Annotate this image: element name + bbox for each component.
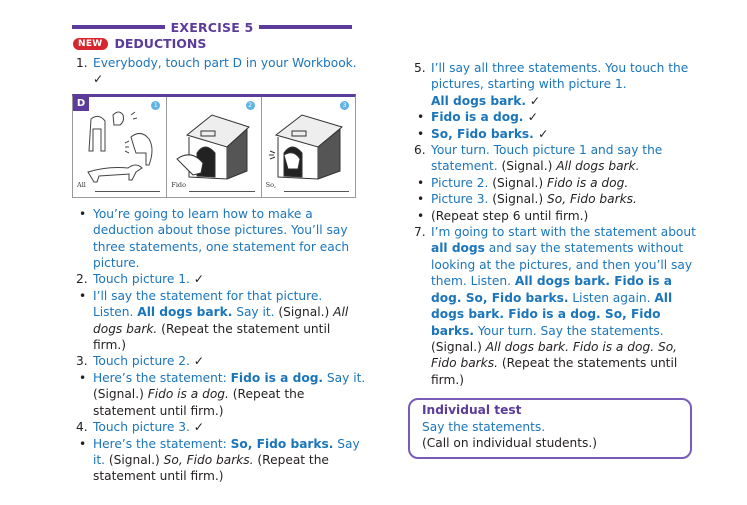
step-text: I’ll say all three statements. You touch the pictures, starting with picture 1. xyxy=(431,61,689,92)
check-icon: ✓ xyxy=(93,72,104,87)
response-text: All dogs bark. Fido is a dog. So, Fido barks. xyxy=(431,339,678,371)
picture-number: 2 xyxy=(246,101,255,110)
bullet-icon: • xyxy=(417,175,425,190)
answer-line xyxy=(189,191,254,192)
exercise-header xyxy=(72,19,352,35)
left-column xyxy=(76,55,366,485)
picture-number: 3 xyxy=(340,101,349,110)
picture-panel-2[interactable] xyxy=(167,97,261,197)
response-text: So, Fido barks. xyxy=(163,452,254,467)
instruction-text: (Repeat the statement until firm.) xyxy=(93,452,329,484)
statement-bold: All dogs bark. xyxy=(431,93,527,108)
bullet-step-3 xyxy=(76,370,366,419)
header-rule-right xyxy=(259,25,352,29)
individual-test-box xyxy=(408,398,692,459)
signal-text: (Signal.) xyxy=(274,305,334,320)
test-instruction: Say the statements. xyxy=(422,419,546,434)
step-3 xyxy=(76,353,366,369)
bullet-step-6b xyxy=(414,191,704,207)
bullet-step-5a xyxy=(414,109,704,125)
right-column xyxy=(414,60,704,459)
script-text: Picture 3. xyxy=(431,192,489,207)
bullet-icon: • xyxy=(417,110,425,125)
bullet-step-6c xyxy=(414,208,704,224)
check-icon: ✓ xyxy=(529,93,541,108)
test-note: (Call on individual students.) xyxy=(422,435,598,450)
bullet-icon: • xyxy=(79,370,87,385)
header-rule-left xyxy=(72,25,165,29)
step-text: Your turn. Touch picture 1 and say the statement. xyxy=(431,143,663,174)
statement-bold: All dogs bark. Fido is a dog. So, Fido barks. xyxy=(431,290,673,338)
statement-bold: All dogs bark. Fido is a dog. So, Fido barks. xyxy=(431,274,672,305)
bullet-icon: • xyxy=(79,288,87,303)
step-text: Touch picture 1. xyxy=(93,272,190,287)
picture-caption: So, xyxy=(265,181,277,190)
answer-line xyxy=(95,191,160,192)
bullet-icon: • xyxy=(417,208,425,223)
script-text: I’ll say the statement for that picture. Listen. xyxy=(93,288,323,320)
script-text: Listen again. xyxy=(568,290,655,305)
instruction-text: (Repeat the statement until firm.) xyxy=(93,387,305,418)
new-badge: NEW xyxy=(73,38,108,50)
step-5 xyxy=(414,60,704,109)
instruction-text: (Repeat the statements until firm.) xyxy=(431,356,678,387)
signal-text: (Signal.) xyxy=(431,339,486,354)
response-text: All dogs bark. xyxy=(93,305,349,336)
picture-caption: All xyxy=(77,181,86,190)
response-text: So, Fido barks. xyxy=(547,192,637,207)
check-icon: ✓ xyxy=(193,354,205,369)
bullet-step-5b xyxy=(414,126,704,142)
step-number: 3. xyxy=(76,354,88,369)
response-text: Fido is a dog. xyxy=(547,175,629,190)
step-7 xyxy=(414,224,704,388)
bullet-step-2 xyxy=(76,288,366,354)
workbook-figure xyxy=(72,94,356,198)
instruction-text: (Repeat the statement until firm.) xyxy=(93,321,331,353)
step-6 xyxy=(414,142,704,175)
script-text: Say it. xyxy=(93,436,360,467)
bullet-icon: • xyxy=(79,436,87,451)
instruction-text: (Repeat step 6 until firm.) xyxy=(431,208,589,223)
step-1 xyxy=(76,55,366,88)
script-text: Picture 2. xyxy=(431,175,489,190)
test-title: Individual test xyxy=(422,403,522,418)
bullet-step-6a xyxy=(414,175,704,191)
bullet-icon: • xyxy=(79,206,87,221)
dogs-barking-illustration xyxy=(73,97,166,197)
bullet-intro xyxy=(76,206,366,272)
exercise-title: EXERCISE 5 xyxy=(170,19,254,35)
statement-bold: So, Fido barks. xyxy=(230,436,334,451)
statement-bold: All dogs bark. xyxy=(137,305,233,320)
script-text: and say the statements without looking at the pictures, and then you’ll say them. Listen. xyxy=(431,241,693,289)
picture-panel-3[interactable] xyxy=(262,97,355,197)
response-text: All dogs bark. xyxy=(556,159,640,174)
step-number: 5. xyxy=(414,61,426,75)
check-icon: ✓ xyxy=(193,420,205,435)
signal-text: (Signal.) xyxy=(497,159,557,174)
bullet-text: You’re going to learn how to make a deduction about those pictures. You’ll say three statements, one statement for each picture. xyxy=(93,206,350,271)
step-text: Touch picture 2. xyxy=(93,354,190,369)
section-title: DEDUCTIONS xyxy=(114,36,207,51)
script-text: Say it. xyxy=(323,370,366,385)
response-text: Fido is a dog. xyxy=(147,387,229,402)
check-icon: ✓ xyxy=(527,110,538,125)
answer-line xyxy=(284,191,349,192)
step-2 xyxy=(76,271,366,287)
part-label: D xyxy=(73,97,89,111)
bullet-icon: • xyxy=(417,126,425,141)
script-text: Here’s the statement: xyxy=(93,436,231,451)
script-text: Your turn. Say the statements. xyxy=(473,323,664,338)
step-text: Everybody, touch part D in your Workbook. xyxy=(93,56,357,70)
picture-panel-1[interactable] xyxy=(73,97,167,197)
signal-text: (Signal.) xyxy=(93,387,148,402)
bullet-step-4 xyxy=(76,436,366,485)
step-4 xyxy=(76,419,366,435)
step-text: Touch picture 3. xyxy=(93,420,190,435)
script-text: Say it. xyxy=(232,305,275,320)
section-heading xyxy=(73,36,206,51)
signal-text: (Signal.) xyxy=(105,452,164,467)
statement-bold: all dogs xyxy=(431,241,485,256)
statement-bold: So, Fido barks. xyxy=(431,126,534,141)
check-icon: ✓ xyxy=(538,126,549,141)
bullet-icon: • xyxy=(417,192,425,207)
statement-bold: Fido is a dog. xyxy=(230,370,324,385)
step-number: 2. xyxy=(76,272,88,287)
step-number: 4. xyxy=(76,420,88,435)
signal-text: (Signal.) xyxy=(488,175,547,190)
signal-text: (Signal.) xyxy=(488,192,547,207)
step-number: 6. xyxy=(414,143,426,158)
step-number: 7. xyxy=(414,225,426,240)
picture-number: 1 xyxy=(151,101,160,110)
step-number: 1. xyxy=(76,56,88,70)
check-icon: ✓ xyxy=(193,272,205,287)
script-text: Here’s the statement: xyxy=(93,370,231,385)
picture-caption: Fido xyxy=(171,181,186,190)
statement-bold: Fido is a dog. xyxy=(431,110,524,125)
script-text: I’m going to start with the statement about xyxy=(431,225,696,240)
